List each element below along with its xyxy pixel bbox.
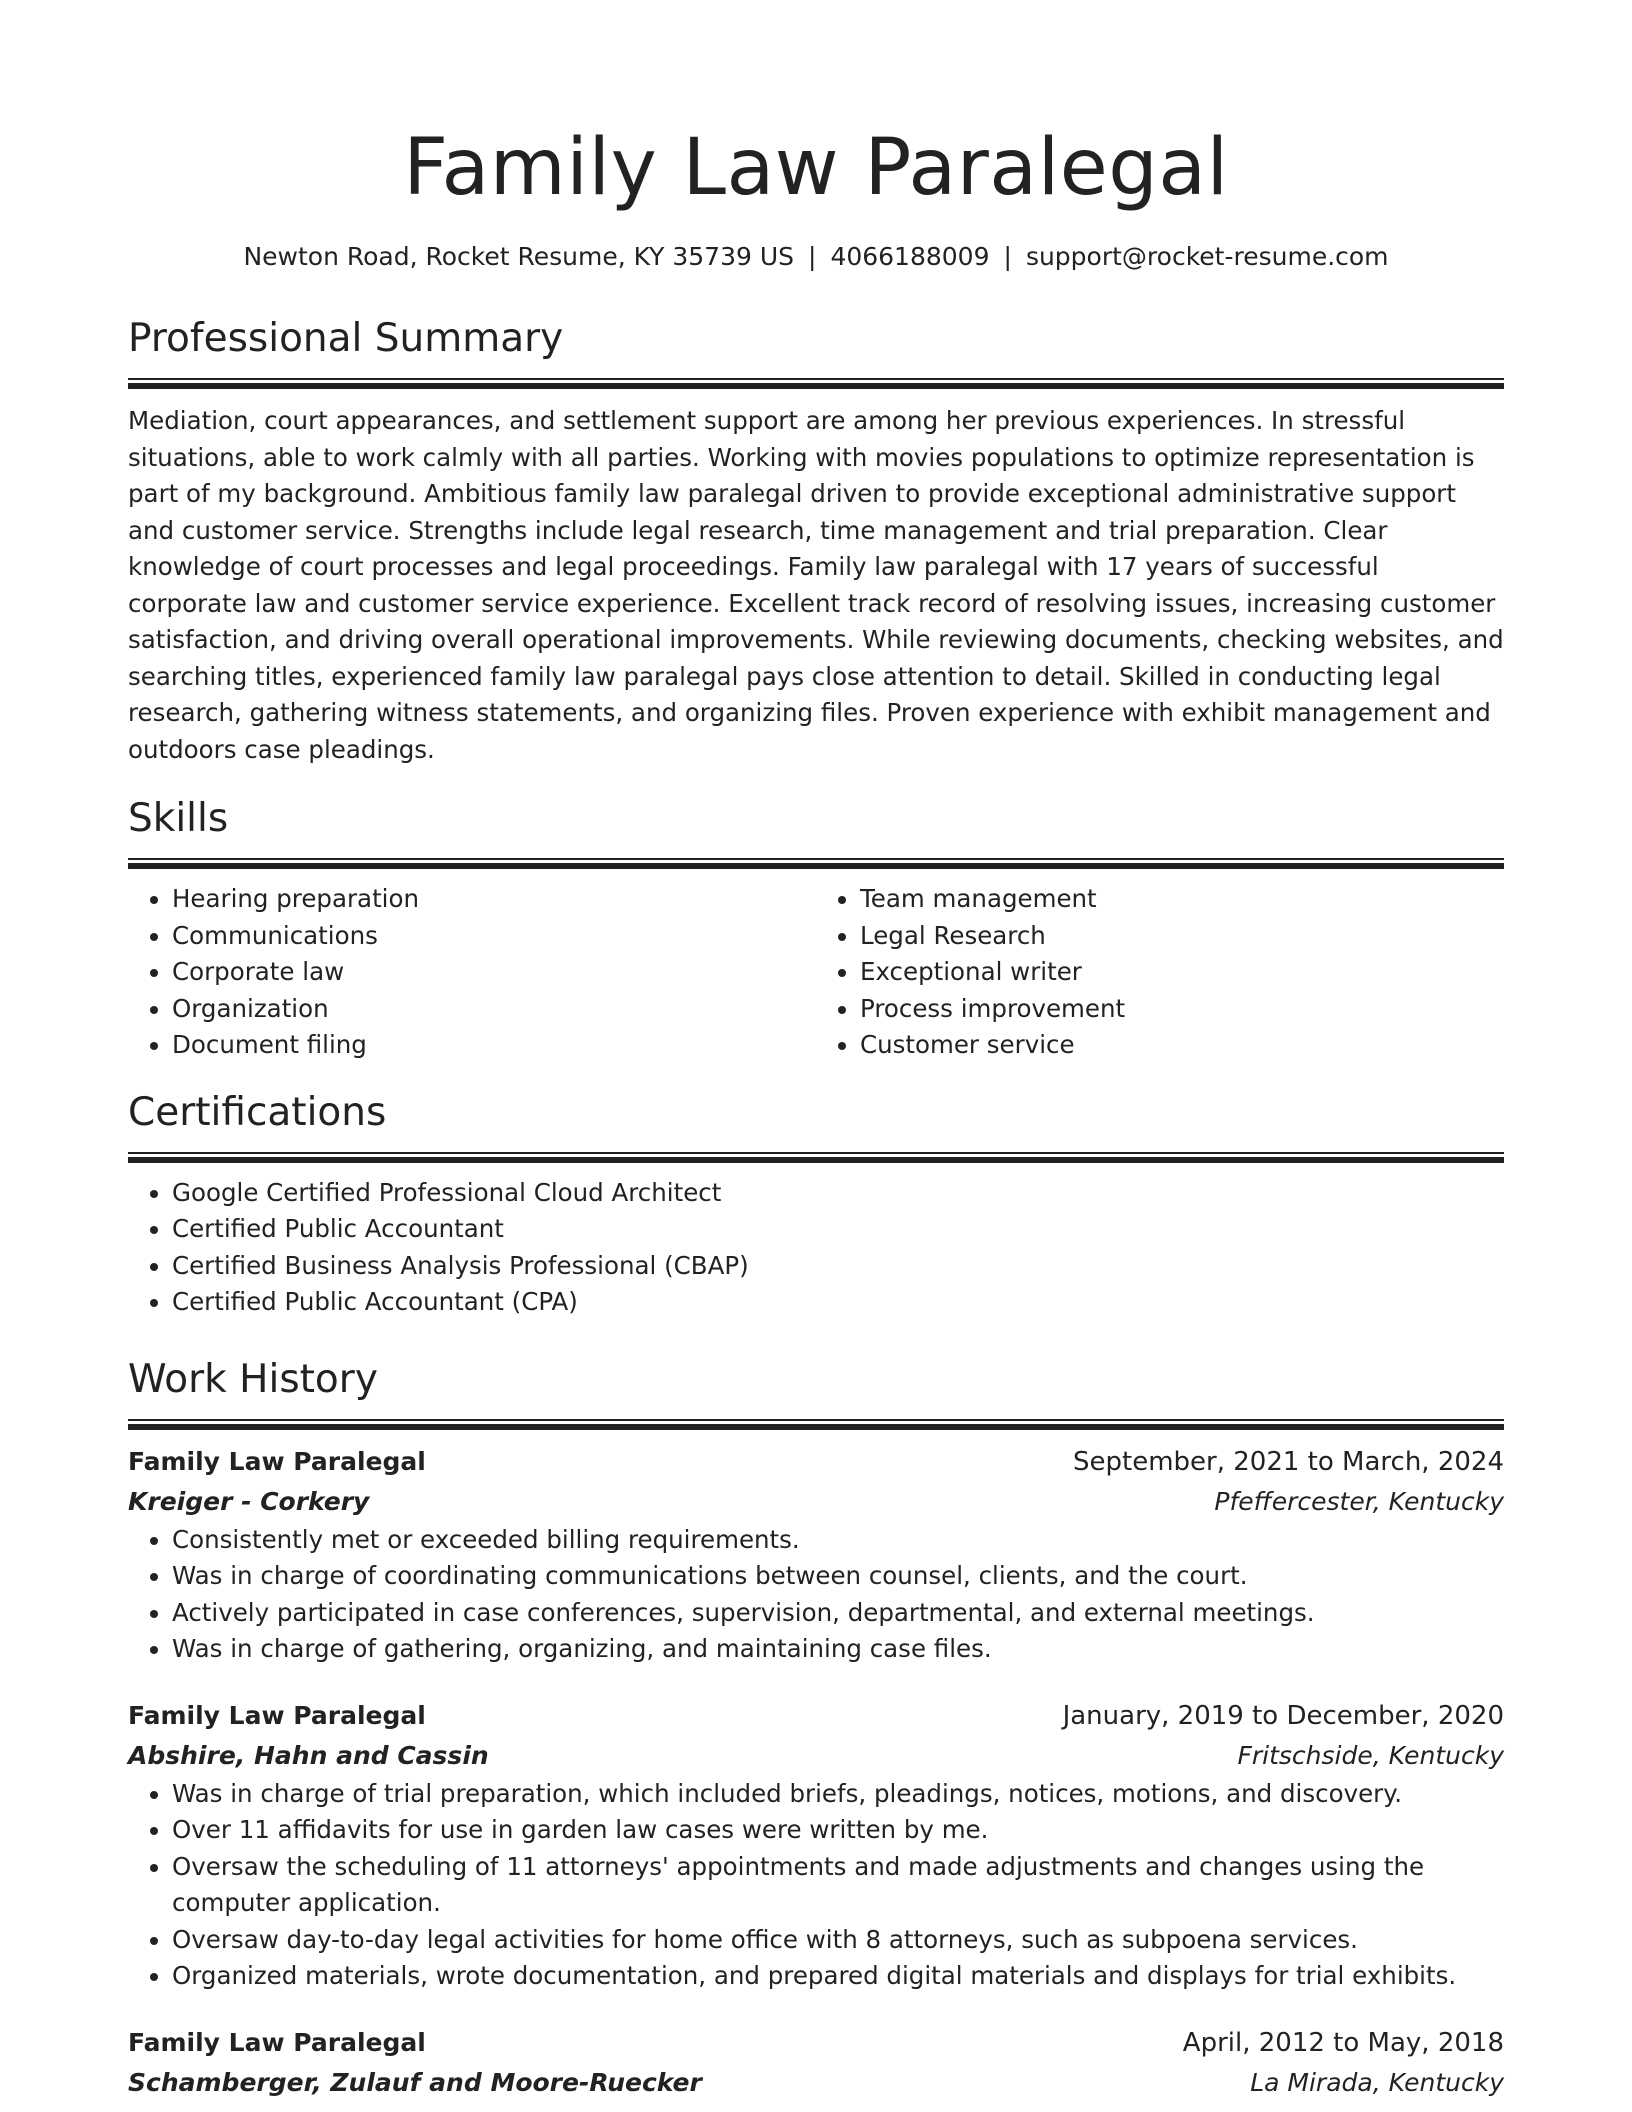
job-bullet: • Consistently met or exceeded billing requirements.: [172, 1522, 1504, 1559]
job-subheader: [128, 2063, 1504, 2103]
section-divider: [128, 378, 1504, 389]
job-company: Schamberger, Zulauf and Moore-Ruecker: [128, 2067, 702, 2097]
contact-line: [128, 240, 1504, 274]
job-entry: [128, 1442, 1504, 1668]
job-header: [128, 1442, 1504, 1482]
job-dates: January, 2019 to December, 2020: [1062, 1700, 1504, 1731]
contact-address: Newton Road, Rocket Resume, KY 35739 US: [243, 242, 794, 271]
skill-item: • Document filing: [172, 1027, 816, 1064]
job-bullets: [128, 1776, 1504, 1995]
skill-item: • Team management: [860, 881, 1504, 918]
job-bullet: • Oversaw the scheduling of 11 attorneys' appointments and made adjustments and changes using the computer application.: [172, 1849, 1504, 1922]
work-history-section: [128, 1355, 1504, 2103]
contact-phone: 4066188009: [830, 242, 990, 271]
job-company: Kreiger - Corkery: [128, 1486, 370, 1516]
job-location: Pfeffercester, Kentucky: [1214, 1486, 1504, 1516]
contact-separator: |: [808, 242, 817, 271]
summary-text: Mediation, court appearances, and settlement support are among her previous experiences. In stressful situations, able to work calmly with all parties. Working with movies populations to optimize representation is part of my background. Ambitious family law paralegal driven to provide exceptional administrative support and customer service. Strengths include legal research, time management and trial preparation. Clear knowledge of court processes and legal proceedings. Family law paralegal with 17 years of successful corporate law and customer service experience. Excellent track record of resolving issues, increasing customer satisfaction, and driving overall operational improvements. While reviewing documents, checking websites, and searching titles, experienced family law paralegal pays close attention to detail. Skilled in conducting legal research, gathering witness statements, and organizing files. Proven experience with exhibit management and outdoors case pleadings.: [128, 406, 1504, 764]
certification-item: • Certified Public Accountant (CPA): [172, 1284, 1504, 1321]
professional-summary-section: [128, 314, 1504, 768]
section-divider: [128, 858, 1504, 869]
skills-section: [128, 794, 1504, 1064]
section-title-certifications: Certifications: [128, 1089, 387, 1135]
contact-email: support@rocket-resume.com: [1025, 242, 1389, 271]
skills-grid: [128, 881, 1504, 1064]
job-dates: April, 2012 to May, 2018: [1182, 2027, 1504, 2058]
skill-item: • Corporate law: [172, 954, 816, 991]
skill-item: • Legal Research: [860, 918, 1504, 955]
section-title-summary: Professional Summary: [128, 316, 564, 361]
job-location: Fritschside, Kentucky: [1237, 1740, 1504, 1770]
certification-item: • Google Certified Professional Cloud Architect: [172, 1175, 1504, 1212]
job-title: Family Law Paralegal: [128, 1446, 426, 1476]
certification-item: • Certified Public Accountant: [172, 1211, 1504, 1248]
job-header: [128, 2023, 1504, 2063]
section-title-work-history: Work History: [128, 1356, 378, 1402]
skill-item: • Process improvement: [860, 991, 1504, 1028]
certifications-section: [128, 1088, 1504, 1321]
job-entry: [128, 1696, 1504, 1995]
job-bullet: • Actively participated in case conferences, supervision, departmental, and external meetings.: [172, 1595, 1504, 1632]
job-subheader: [128, 1736, 1504, 1776]
job-bullet: • Oversaw day-to-day legal activities for home office with 8 attorneys, such as subpoena services.: [172, 1922, 1504, 1959]
job-bullet: • Was in charge of gathering, organizing, and maintaining case files.: [172, 1631, 1504, 1668]
job-company: Abshire, Hahn and Cassin: [128, 1740, 489, 1770]
job-dates: September, 2021 to March, 2024: [1073, 1446, 1504, 1477]
skill-item: • Exceptional writer: [860, 954, 1504, 991]
skills-list-right: [816, 881, 1504, 1064]
job-bullet: • Over 11 affidavits for use in garden law cases were written by me.: [172, 1812, 1504, 1849]
section-divider: [128, 1419, 1504, 1430]
skills-list-left: [128, 881, 816, 1064]
candidate-name: Family Law Paralegal: [403, 123, 1229, 213]
skill-item: • Organization: [172, 991, 816, 1028]
section-title-skills: Skills: [128, 796, 229, 841]
contact-separator: |: [1003, 242, 1012, 271]
job-entry: [128, 2023, 1504, 2103]
section-divider: [128, 1152, 1504, 1163]
skill-item: • Customer service: [860, 1027, 1504, 1064]
job-title: Family Law Paralegal: [128, 2027, 426, 2057]
job-subheader: [128, 1482, 1504, 1522]
certifications-list: [128, 1175, 1504, 1321]
certification-item: • Certified Business Analysis Professional (CBAP): [172, 1248, 1504, 1285]
skill-item: • Communications: [172, 918, 816, 955]
skill-item: • Hearing preparation: [172, 881, 816, 918]
job-title: Family Law Paralegal: [128, 1700, 426, 1730]
job-location: La Mirada, Kentucky: [1250, 2067, 1504, 2097]
job-bullet: • Was in charge of trial preparation, which included briefs, pleadings, notices, motions, and discovery.: [172, 1776, 1504, 1813]
job-bullet: • Organized materials, wrote documentation, and prepared digital materials and displays for trial exhibits.: [172, 1958, 1504, 1995]
job-bullets: [128, 1522, 1504, 1668]
job-bullet: • Was in charge of coordinating communications between counsel, clients, and the court.: [172, 1558, 1504, 1595]
job-header: [128, 1696, 1504, 1736]
